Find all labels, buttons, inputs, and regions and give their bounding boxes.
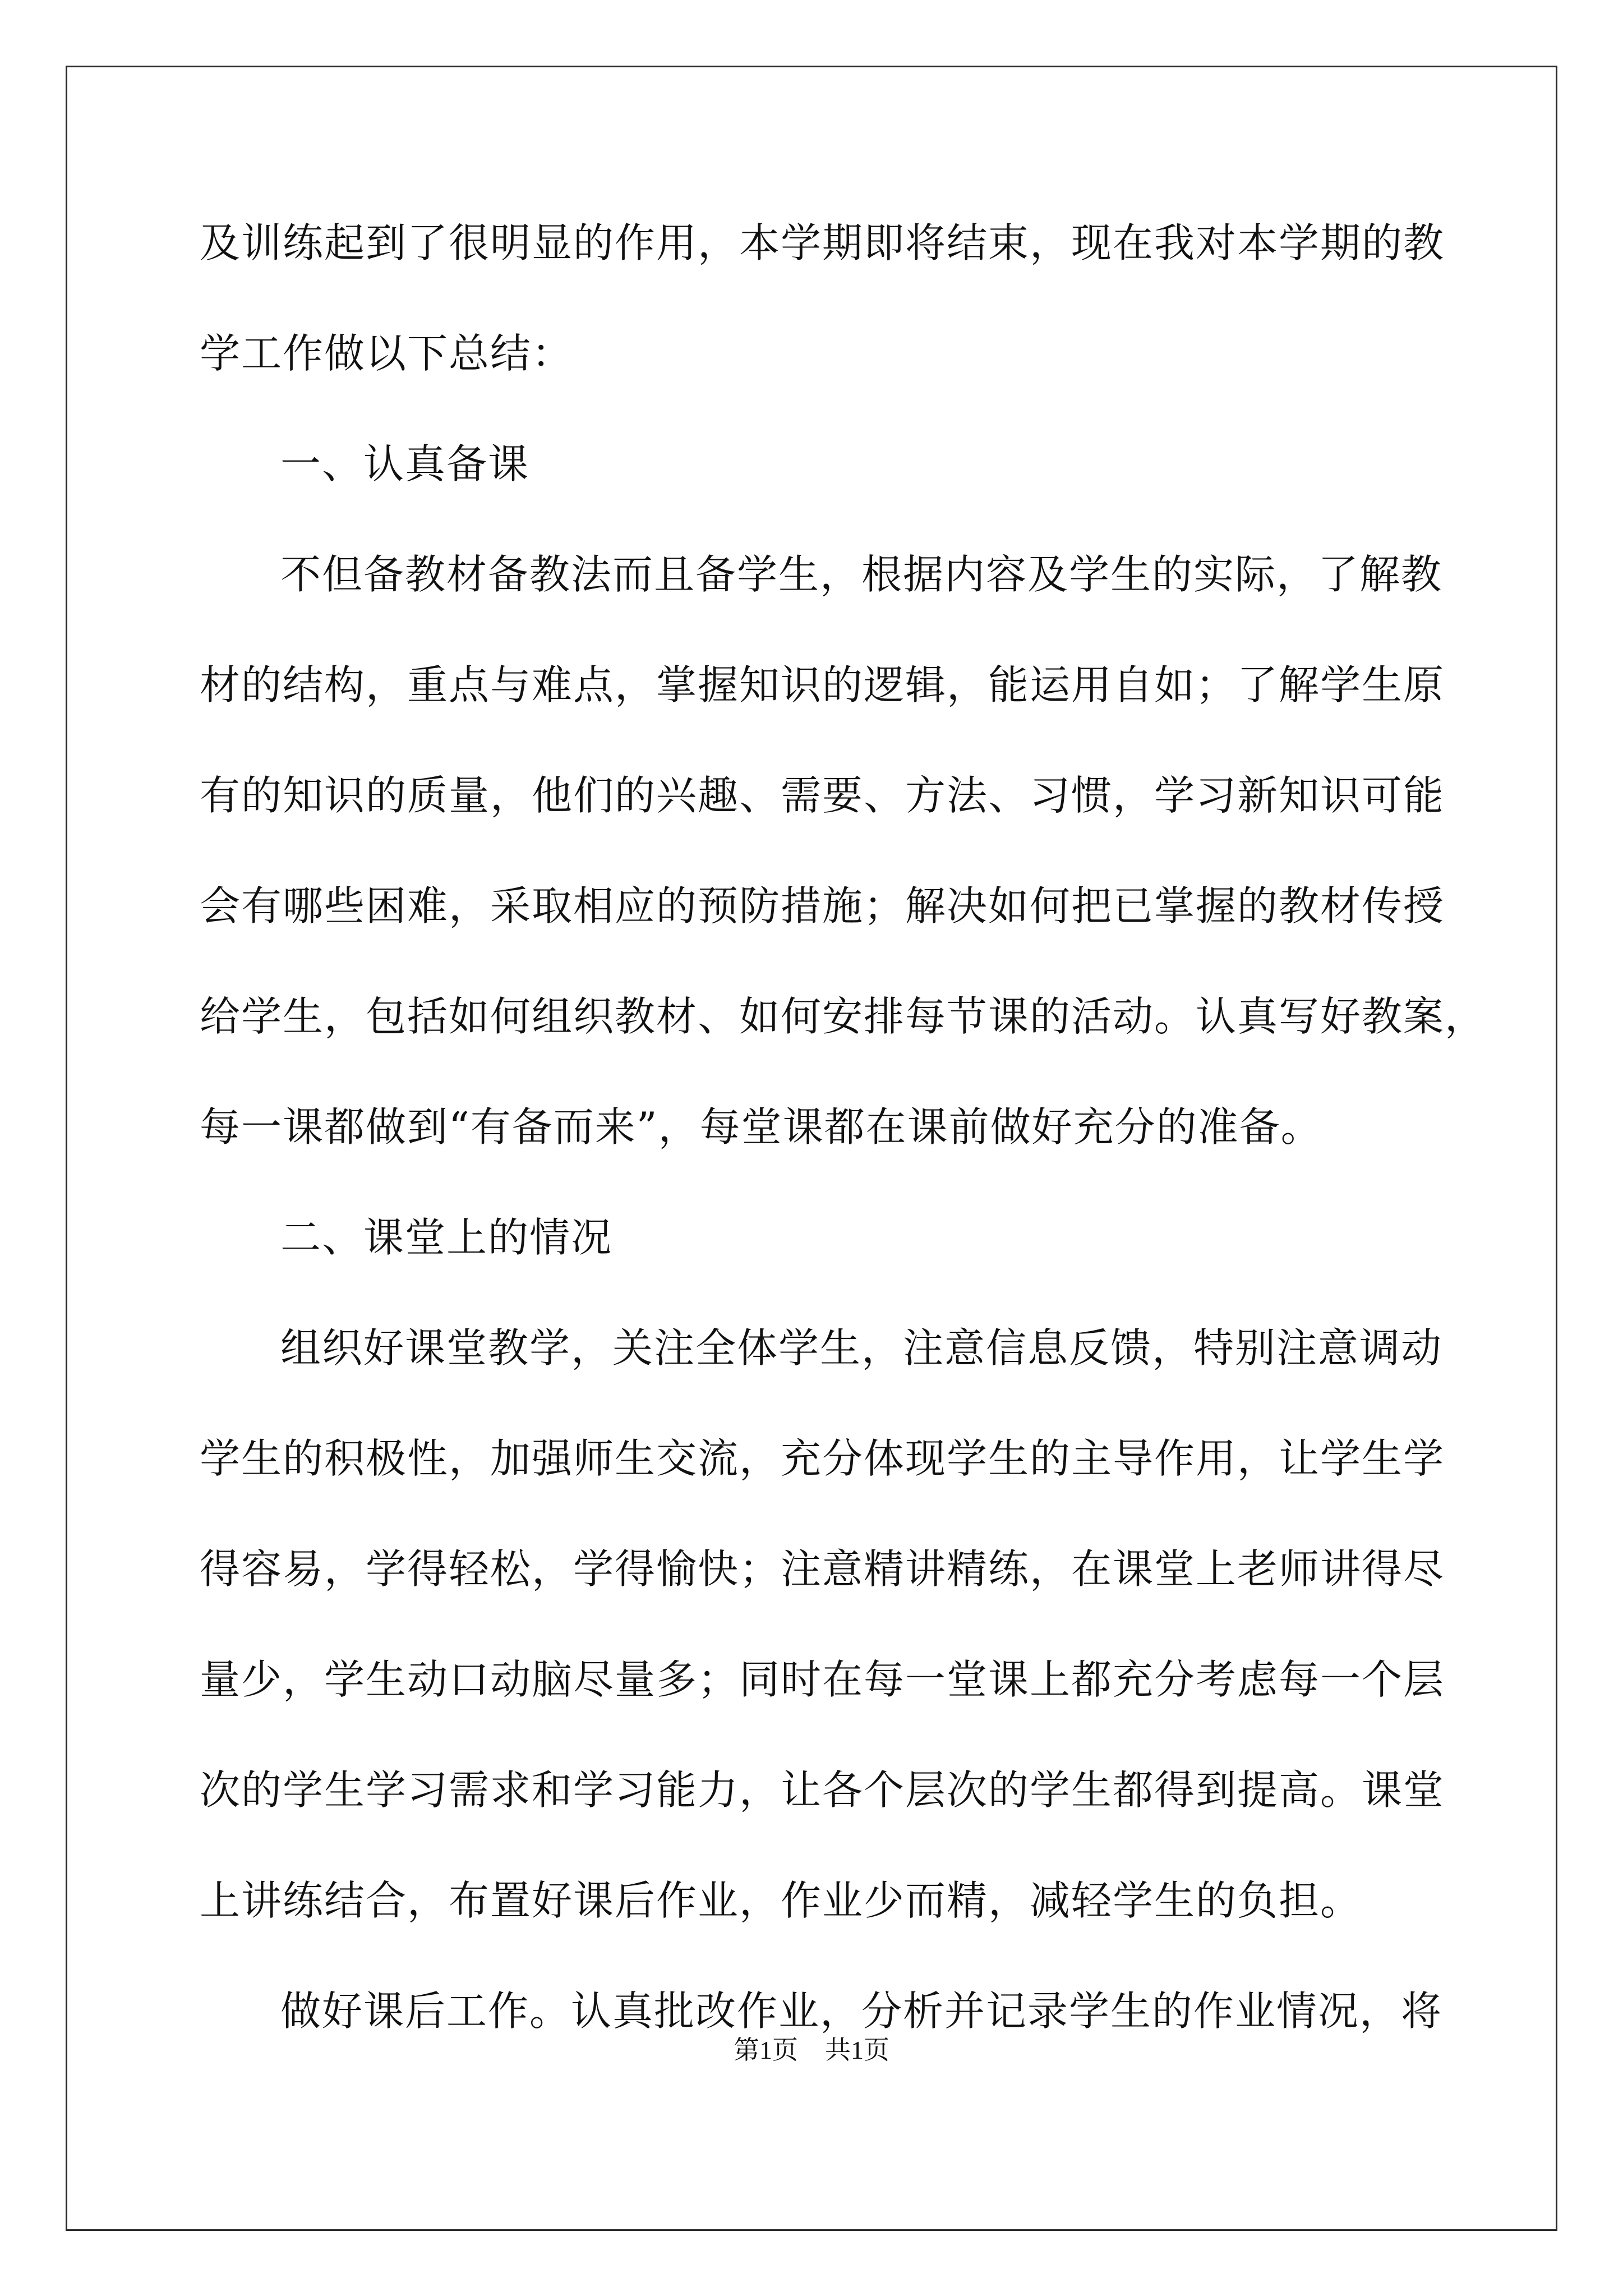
text-line-7: 会有哪些困难，采取相应的预防措施；解决如何把已掌握的教材传授	[200, 882, 1445, 930]
text-line-12: 学生的积极性，加强师生交流，充分体现学生的主导作用，让学生学	[200, 1435, 1445, 1482]
text-line-1: 及训练起到了很明显的作用，本学期即将结束，现在我对本学期的教	[200, 219, 1445, 266]
text-line-2: 学工作做以下总结：	[200, 330, 574, 377]
text-line-5: 材的结构，重点与难点，掌握知识的逻辑，能运用自如；了解学生原	[200, 661, 1445, 708]
text-line-9: 每一课都做到“有备而来”，每堂课都在课前做好充分的准备。	[200, 1103, 1322, 1151]
text-line-15: 次的学生学习需求和学习能力，让各个层次的学生都得到提高。课堂	[200, 1766, 1445, 1814]
text-line-16: 上讲练结合，布置好课后作业，作业少而精，减轻学生的负担。	[200, 1877, 1362, 1924]
text-line-14: 量少，学生动口动脑尽量多；同时在每一堂课上都充分考虑每一个层	[200, 1656, 1445, 1703]
text-line-6: 有的知识的质量，他们的兴趣、需要、方法、习惯，学习新知识可能	[200, 772, 1445, 819]
text-line-4: 不但备教材备教法而且备学生，根据内容及学生的实际，了解教	[280, 551, 1443, 598]
text-line-13: 得容易，学得轻松，学得愉快；注意精讲精练，在课堂上老师讲得尽	[200, 1545, 1445, 1593]
page-footer	[0, 2033, 1623, 2067]
text-line-8: 给学生，包括如何组织教材、如何安排每节课的活动。认真写好教案，	[200, 993, 1487, 1040]
text-line-11: 组织好课堂教学，关注全体学生，注意信息反馈，特别注意调动	[280, 1324, 1443, 1372]
page-number: 第1页	[734, 2036, 798, 2064]
text-line-17: 做好课后工作。认真批改作业，分析并记录学生的作业情况，将	[280, 1987, 1443, 2035]
total-pages: 共1页	[825, 2036, 889, 2064]
section-heading-1: 一、认真备课	[280, 440, 530, 487]
section-heading-2: 二、课堂上的情况	[280, 1214, 613, 1261]
